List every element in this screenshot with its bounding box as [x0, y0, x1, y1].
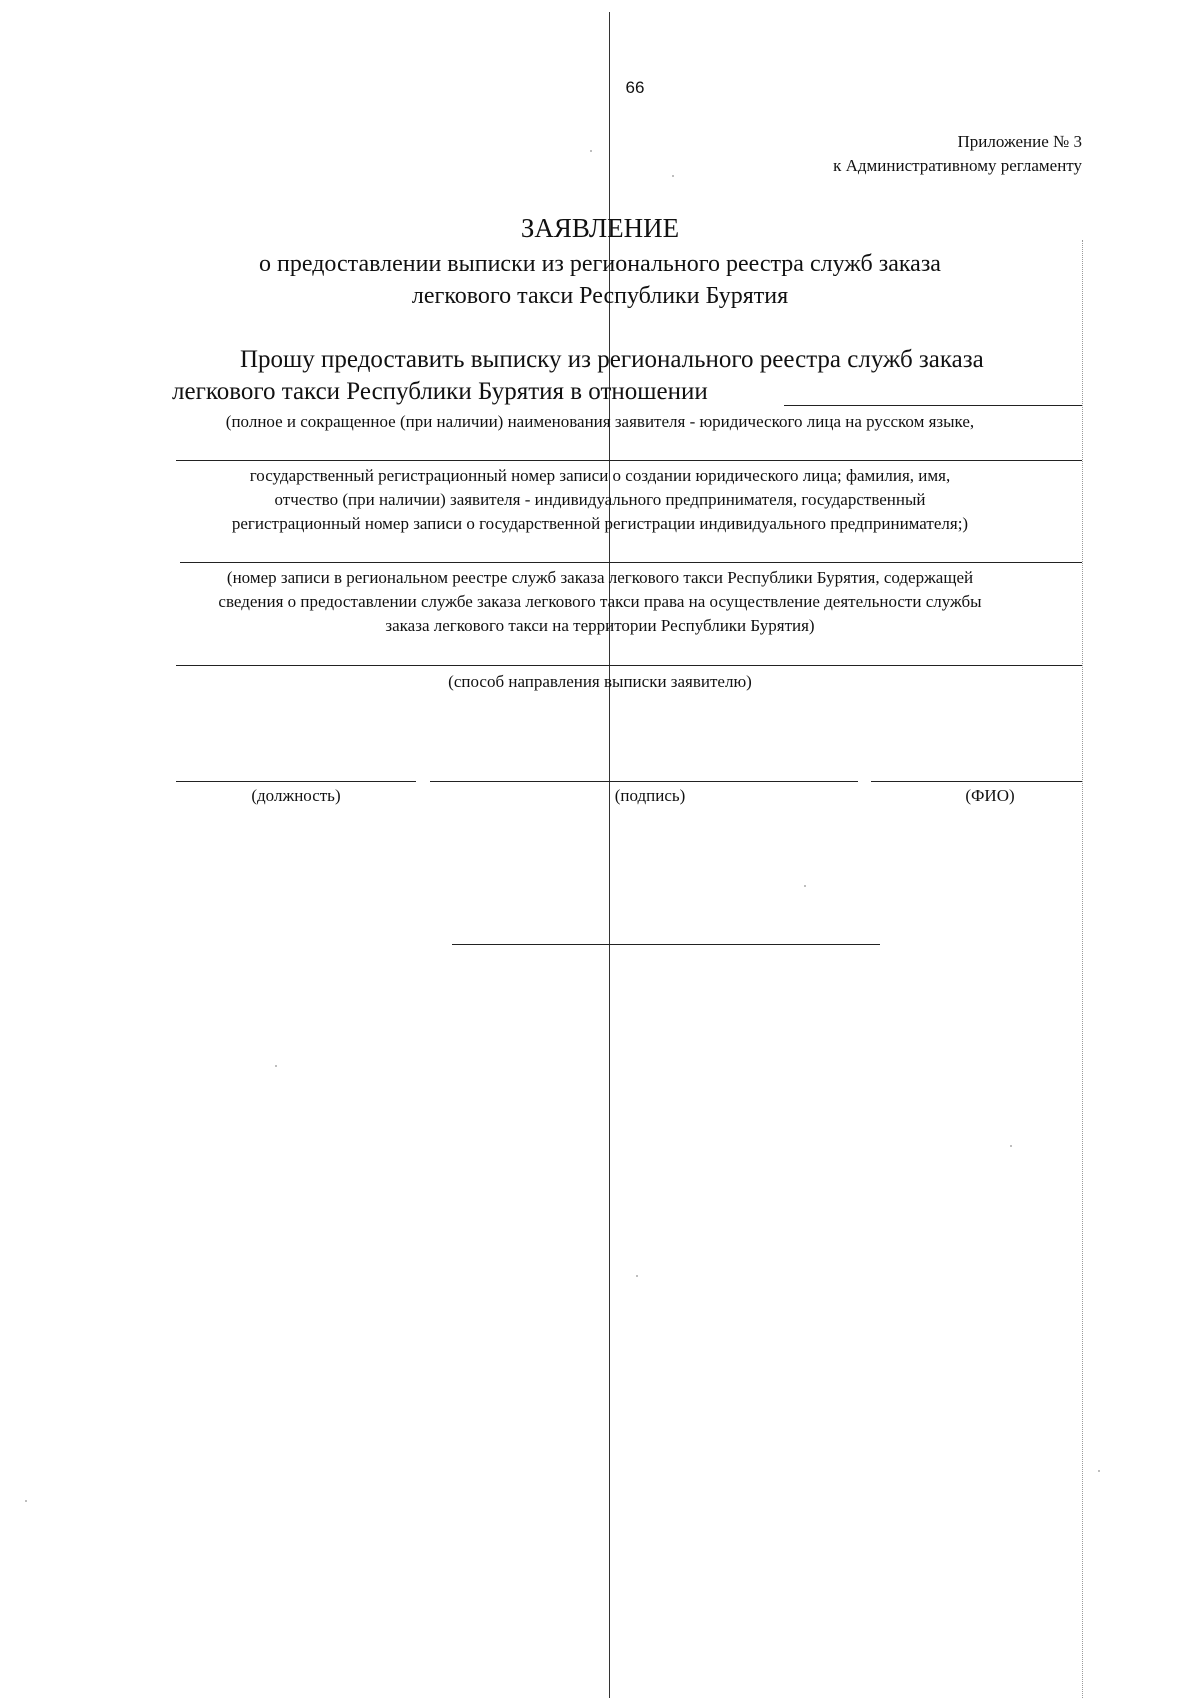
closing-line — [452, 944, 880, 945]
record-caption-line-3: заказа легкового такси на территории Республики Бурятия) — [385, 616, 815, 635]
registration-caption-line-1: государственный регистрационный номер записи о создании юридического лица; фамилия, имя, — [249, 466, 951, 485]
page-number: 66 — [625, 78, 645, 97]
scan-speck — [590, 150, 592, 152]
request-line-1: Прошу предоставить выписку из регионального реестра служб заказа — [240, 346, 984, 373]
record-caption-line-2: сведения о предоставлении службе заказа легкового такси права на осуществление деятельности службы — [218, 592, 982, 611]
scan-speck — [275, 1065, 277, 1067]
scan-speck — [636, 1275, 638, 1277]
signature-caption: (подпись) — [614, 786, 686, 805]
appendix-line-1: Приложение № 3 — [957, 132, 1082, 151]
request-line-2: легкового такси Республики Бурятия в отношении — [172, 378, 708, 405]
registration-caption — [0, 464, 1200, 536]
scan-right-margin-line — [1082, 240, 1083, 1698]
full-name-caption: (ФИО) — [965, 786, 1015, 805]
record-number-fill-line — [180, 562, 1082, 563]
scan-speck — [25, 1500, 27, 1502]
document-title: ЗАЯВЛЕНИЕ — [520, 213, 680, 243]
scan-speck — [804, 885, 806, 887]
applicant-name-fill-line — [784, 405, 1082, 406]
subtitle-line-1: о предоставлении выписки из регионального реестра служб заказа — [259, 251, 941, 277]
applicant-details-fill-line — [176, 460, 1082, 461]
scan-speck — [1098, 1470, 1100, 1472]
signature-fill-line — [430, 781, 858, 782]
record-caption-line-1: (номер записи в региональном реестре служб заказа легкового такси Республики Бурятия, содержащей — [226, 568, 974, 587]
full-name-fill-line — [871, 781, 1082, 782]
applicant-caption: (полное и сокращенное (при наличии) наименования заявителя - юридического лица на русском языке, — [225, 412, 975, 431]
delivery-method-caption: (способ направления выписки заявителю) — [448, 672, 752, 691]
subtitle-line-2: легкового такси Республики Бурятия — [411, 283, 789, 309]
delivery-method-fill-line — [176, 665, 1082, 666]
position-fill-line — [176, 781, 416, 782]
record-caption — [0, 566, 1200, 638]
registration-caption-line-3: регистрационный номер записи о государственной регистрации индивидуального предпринимателя;) — [231, 514, 969, 533]
appendix-line-2: к Административному регламенту — [833, 156, 1082, 175]
document-subtitle — [0, 248, 1200, 312]
scan-speck — [672, 175, 674, 177]
position-caption: (должность) — [251, 786, 341, 805]
appendix-reference — [833, 130, 1082, 178]
registration-caption-line-2: отчество (при наличии) заявителя - индивидуального предпринимателя, государственный — [274, 490, 926, 509]
scan-speck — [1010, 1145, 1012, 1147]
